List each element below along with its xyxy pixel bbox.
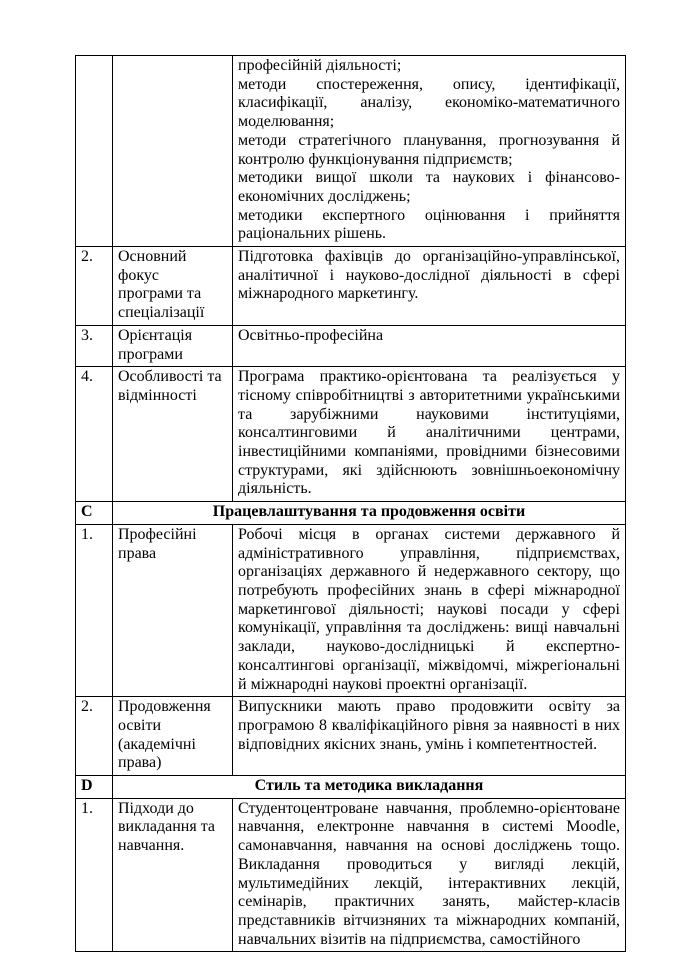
content-paragraph: методики експертного оцінювання і прийняття раціональних рішень. (238, 206, 620, 243)
row-number-cell: 1. (76, 524, 113, 696)
content-paragraph: Підготовка фахівців до організаційно-управлінської, аналітичної і науково-дослідної діяльності в сфері міжнародного маркетингу. (238, 248, 620, 303)
row-label-cell: Особливості та відмінності (113, 367, 233, 502)
table-row (76, 524, 626, 696)
row-number-cell: 2. (76, 697, 113, 776)
row-content-cell (233, 247, 626, 326)
row-content-cell (233, 56, 626, 247)
content-paragraph: Робочі місця в органах системи державного й адміністративного управління, підприємствах, організаціях державного й недержавного сектору, що потребують професійних знань в сфері міжнародної маркетингової діяльності; наукові посади у сфері комунікації, управління та досліджень: вищі навчальні заклади, науково-дослідницькі й експертно-консалтингові організації, міжвідомчі, міжрегіональні й міжнародні наукові проектні організації. (238, 525, 620, 693)
table-row (76, 56, 626, 247)
section-letter-cell: C (76, 502, 113, 525)
row-number-cell: 2. (76, 247, 113, 326)
row-label-cell: Орієнтація програми (113, 325, 233, 366)
row-label-cell: Професійні права (113, 524, 233, 696)
section-letter-cell: D (76, 776, 113, 799)
section-header-row (76, 776, 626, 799)
section-header-row (76, 502, 626, 525)
table-row (76, 697, 626, 776)
row-content-cell (233, 524, 626, 696)
table-body (76, 56, 626, 952)
row-label-cell: Підходи до викладання та навчання. (113, 798, 233, 952)
content-paragraph: Освітньо-професійна (238, 326, 384, 344)
row-content-cell (233, 367, 626, 502)
row-content-cell (233, 798, 626, 952)
content-paragraph: Студентоцентроване навчання, проблемно-орієнтоване навчання, електронне навчання в системі Moodle, самонавчання, навчання на основі досліджень тощо. Викладання проводиться у вигляді лекцій, мультимедійних лекцій, інтерактивних лекцій, семінарів, практичних занять, майстер-класів представників вітчизняних та міжнародних компаній, навчальних візитів на підприємства, самостійного (238, 799, 620, 948)
content-paragraph: методи спостереження, опису, ідентифікації, класифікації, аналізу, економіко-математичного моделювання; (238, 75, 620, 131)
content-paragraph: методи стратегічного планування, прогнозування й контролю функціонування підприємств; (238, 131, 620, 168)
table-row (76, 247, 626, 326)
content-paragraph: методики вищої школи та наукових і фінансово-економічних досліджень; (238, 169, 620, 205)
table-row (76, 367, 626, 502)
row-number-cell: 4. (76, 367, 113, 502)
row-number-cell: 1. (76, 798, 113, 952)
row-content-cell (233, 697, 626, 776)
content-paragraph: професійній діяльності; (238, 57, 402, 74)
table-row (76, 325, 626, 366)
section-title-cell: Працевлаштування та продовження освіти (113, 502, 626, 525)
row-number-cell (76, 56, 113, 247)
row-content-cell (233, 325, 626, 366)
table-row (76, 798, 626, 952)
row-label-cell: Основний фокус програми та спеціалізації (113, 247, 233, 326)
row-number-cell: 3. (76, 325, 113, 366)
program-description-table (75, 55, 626, 952)
section-title-cell: Стиль та методика викладання (113, 776, 626, 799)
content-paragraph: Програма практико-орієнтована та реалізується у тісному співробітництві з авторитетними українськими та зарубіжними науковими інституціями, консалтинговими й аналітичними центрами, інвестиційними компаніями, провідними бізнесовими структурами, які здійснюють зовнішньоекономічну діяльність. (238, 368, 620, 498)
row-label-cell (113, 56, 233, 247)
row-label-cell: Продовження освіти (академічні права) (113, 697, 233, 776)
content-paragraph: Випускники мають право продовжити освіту за програмою 8 кваліфікаційного рівня за наявності в них відповідних якісних знань, умінь і компетентностей. (238, 698, 620, 753)
